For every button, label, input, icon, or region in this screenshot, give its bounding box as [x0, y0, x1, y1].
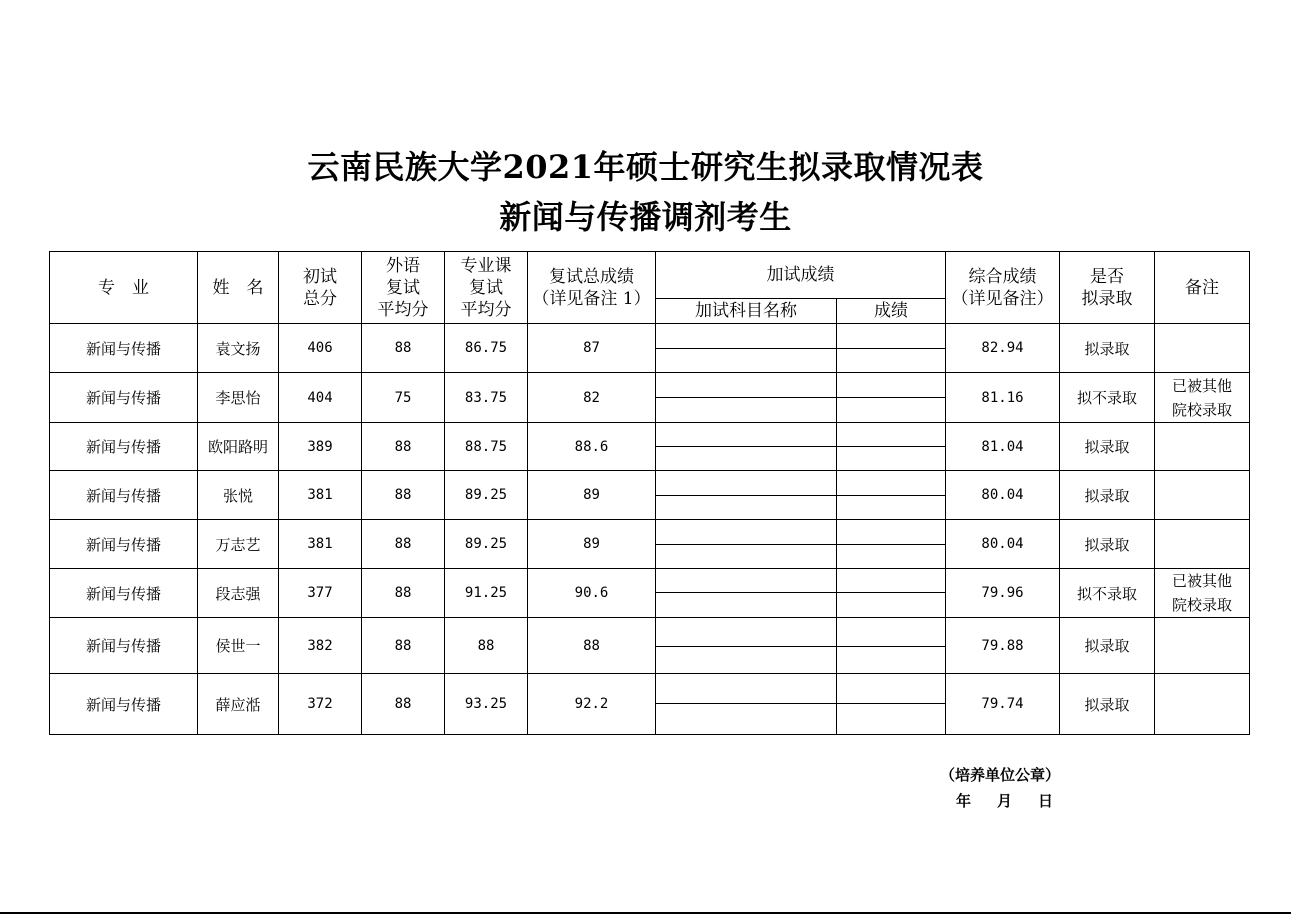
cell-admit: 拟录取 [1060, 423, 1155, 471]
header-name: 姓 名 [198, 252, 279, 324]
cell-major: 新闻与传播 [50, 471, 198, 520]
cell-foreign: 88 [362, 618, 445, 674]
cell-remark [1155, 423, 1250, 471]
cell-extra-subject [656, 618, 837, 647]
table-row [50, 423, 1250, 447]
cell-extra-subject [656, 349, 837, 373]
cell-extra-subject [656, 545, 837, 569]
cell-remark [1155, 520, 1250, 569]
cell-name: 段志强 [198, 569, 279, 618]
cell-extra-subject [656, 471, 837, 496]
cell-retest: 82 [528, 373, 656, 423]
cell-foreign: 88 [362, 569, 445, 618]
cell-admit: 拟录取 [1060, 618, 1155, 674]
header-special: 专业课 复试 平均分 [445, 252, 528, 324]
cell-foreign: 88 [362, 471, 445, 520]
cell-composite: 82.94 [946, 324, 1060, 373]
cell-composite: 81.16 [946, 373, 1060, 423]
cell-foreign: 75 [362, 373, 445, 423]
cell-special: 91.25 [445, 569, 528, 618]
cell-special: 89.25 [445, 471, 528, 520]
cell-prelim: 406 [279, 324, 362, 373]
cell-composite: 81.04 [946, 423, 1060, 471]
cell-remark [1155, 324, 1250, 373]
cell-extra-subject [656, 447, 837, 471]
cell-major: 新闻与传播 [50, 324, 198, 373]
table-row [50, 471, 1250, 496]
cell-special: 89.25 [445, 520, 528, 569]
page-bottom-border [0, 912, 1291, 914]
cell-major: 新闻与传播 [50, 674, 198, 735]
cell-retest: 92.2 [528, 674, 656, 735]
cell-admit: 拟录取 [1060, 471, 1155, 520]
cell-retest: 89 [528, 471, 656, 520]
remark-line: 院校录取 [1171, 400, 1232, 419]
header-prelim: 初试 总分 [279, 252, 362, 324]
cell-remark [1155, 674, 1250, 735]
cell-foreign: 88 [362, 520, 445, 569]
cell-extra-score [837, 373, 946, 398]
cell-major: 新闻与传播 [50, 423, 198, 471]
header-admit: 是否 拟录取 [1060, 252, 1155, 324]
cell-name: 李思怡 [198, 373, 279, 423]
cell-major: 新闻与传播 [50, 618, 198, 674]
cell-prelim: 377 [279, 569, 362, 618]
table-row [50, 520, 1250, 545]
cell-remark [1155, 569, 1250, 618]
cell-special: 88.75 [445, 423, 528, 471]
cell-retest: 88 [528, 618, 656, 674]
cell-name: 张悦 [198, 471, 279, 520]
cell-admit: 拟录取 [1060, 674, 1155, 735]
cell-retest: 89 [528, 520, 656, 569]
cell-extra-subject [656, 373, 837, 398]
cell-extra-score [837, 349, 946, 373]
cell-extra-subject [656, 674, 837, 704]
cell-admit: 拟不录取 [1060, 569, 1155, 618]
cell-composite: 79.74 [946, 674, 1060, 735]
cell-major: 新闻与传播 [50, 569, 198, 618]
cell-prelim: 404 [279, 373, 362, 423]
cell-special: 83.75 [445, 373, 528, 423]
table-row [50, 674, 1250, 704]
cell-prelim: 381 [279, 520, 362, 569]
cell-extra-subject [656, 593, 837, 618]
header-extra-group: 加试成绩 [656, 252, 946, 299]
cell-major: 新闻与传播 [50, 373, 198, 423]
cell-name: 侯世一 [198, 618, 279, 674]
cell-extra-score [837, 398, 946, 423]
cell-composite: 79.96 [946, 569, 1060, 618]
cell-composite: 80.04 [946, 520, 1060, 569]
cell-extra-score [837, 674, 946, 704]
cell-admit: 拟不录取 [1060, 373, 1155, 423]
header-extra-score: 成绩 [837, 299, 946, 324]
cell-remark [1155, 618, 1250, 674]
cell-name: 万志艺 [198, 520, 279, 569]
cell-retest: 88.6 [528, 423, 656, 471]
cell-special: 88 [445, 618, 528, 674]
cell-prelim: 381 [279, 471, 362, 520]
header-remark: 备注 [1155, 252, 1250, 324]
cell-extra-subject [656, 520, 837, 545]
cell-extra-score [837, 324, 946, 349]
cell-composite: 80.04 [946, 471, 1060, 520]
cell-remark [1155, 373, 1250, 423]
cell-prelim: 389 [279, 423, 362, 471]
cell-special: 93.25 [445, 674, 528, 735]
cell-extra-score [837, 447, 946, 471]
cell-major: 新闻与传播 [50, 520, 198, 569]
cell-remark [1155, 471, 1250, 520]
cell-extra-score [837, 423, 946, 447]
cell-extra-score [837, 471, 946, 496]
header-extra-subject: 加试科目名称 [656, 299, 837, 324]
date-line [956, 790, 1079, 811]
remark-line: 已被其他 [1171, 376, 1232, 395]
cell-special: 86.75 [445, 324, 528, 373]
cell-extra-score [837, 545, 946, 569]
cell-foreign: 88 [362, 324, 445, 373]
remark-line: 已被其他 [1171, 572, 1232, 590]
cell-prelim: 382 [279, 618, 362, 674]
date-day: 日 [1038, 792, 1054, 810]
cell-extra-score [837, 618, 946, 647]
cell-name: 欧阳路明 [198, 423, 279, 471]
table-row [50, 569, 1250, 593]
cell-admit: 拟录取 [1060, 324, 1155, 373]
page-title: 云南民族大学2021年硕士研究生拟录取情况表 [307, 148, 984, 186]
cell-foreign: 88 [362, 674, 445, 735]
cell-name: 袁文扬 [198, 324, 279, 373]
cell-extra-score [837, 647, 946, 674]
cell-extra-subject [656, 704, 837, 735]
cell-admit: 拟录取 [1060, 520, 1155, 569]
table-row [50, 373, 1250, 398]
cell-extra-subject [656, 496, 837, 520]
cell-extra-score [837, 520, 946, 545]
cell-extra-score [837, 569, 946, 593]
date-month: 月 [997, 792, 1013, 810]
cell-extra-subject [656, 647, 837, 674]
cell-composite: 79.88 [946, 618, 1060, 674]
cell-retest: 87 [528, 324, 656, 373]
cell-retest: 90.6 [528, 569, 656, 618]
cell-extra-subject [656, 398, 837, 423]
cell-prelim: 372 [279, 674, 362, 735]
admission-table [49, 251, 1250, 735]
cell-extra-score [837, 704, 946, 735]
header-major: 专 业 [50, 252, 198, 324]
date-year: 年 [956, 792, 972, 810]
table-row [50, 324, 1250, 349]
cell-extra-score [837, 496, 946, 520]
cell-extra-subject [656, 423, 837, 447]
header-composite: 综合成绩 （详见备注） [946, 252, 1060, 324]
cell-name: 薛应湉 [198, 674, 279, 735]
stamp-label: （培养单位公章） [940, 766, 1061, 784]
cell-foreign: 88 [362, 423, 445, 471]
page-subtitle: 新闻与传播调剂考生 [499, 198, 792, 236]
cell-extra-score [837, 593, 946, 618]
cell-extra-subject [656, 569, 837, 593]
table-row [50, 618, 1250, 647]
cell-extra-subject [656, 324, 837, 349]
remark-line: 院校录取 [1171, 596, 1232, 614]
header-foreign: 外语 复试 平均分 [362, 252, 445, 324]
header-retest-total: 复试总成绩 （详见备注 1） [528, 252, 656, 324]
